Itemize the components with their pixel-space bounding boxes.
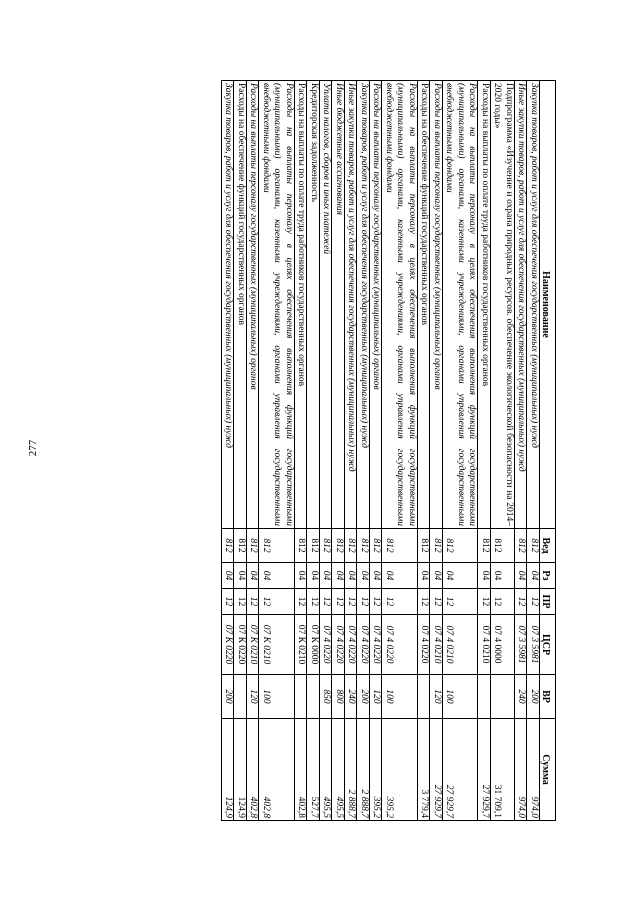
cell-csr: 07 4 0210 [443, 615, 479, 675]
table-row [259, 81, 295, 821]
cell-ved: 812 [259, 529, 295, 563]
cell-ved: 812 [307, 529, 320, 563]
cell-name: Закупка товаров, работ и услуг для обеспечения государственных (муниципальных) нужд [222, 81, 235, 529]
cell-sum: 3 779,4 [418, 719, 431, 821]
budget-table [221, 80, 556, 821]
cell-rz: 04 [382, 563, 418, 589]
cell-vr: 200 [527, 675, 540, 719]
cell-vr: 240 [345, 675, 358, 719]
cell-pr: 12 [443, 589, 479, 615]
table-row [515, 81, 528, 821]
table-row [370, 81, 383, 821]
cell-name: Закупка товаров, работ и услуг для обеспечения государственных (муниципальных) нужд [527, 81, 540, 529]
cell-vr [478, 675, 491, 719]
table-row [443, 81, 479, 821]
cell-csr: 07 К 0210 [259, 615, 295, 675]
cell-rz: 04 [418, 563, 431, 589]
cell-sum: 974,0 [527, 719, 540, 821]
cell-csr: 07 4 0220 [320, 615, 333, 675]
table-row [247, 81, 260, 821]
table-row [222, 81, 235, 821]
cell-sum: 124,9 [234, 719, 247, 821]
cell-ved: 812 [345, 529, 358, 563]
cell-pr: 12 [295, 589, 308, 615]
header-row [540, 81, 556, 821]
cell-name: Расходы на выплаты персоналу государственных (муниципальных) органов [247, 81, 260, 529]
cell-sum: 27 929,7 [478, 719, 491, 821]
table-row [478, 81, 491, 821]
budget-table-container [78, 80, 556, 820]
table-row [234, 81, 247, 821]
cell-vr: 200 [222, 675, 235, 719]
cell-name: Уплата налогов, сборов и иных платежей [320, 81, 333, 529]
cell-name: Расходы на выплаты персоналу государственных (муниципальных) органов [370, 81, 383, 529]
cell-ved: 812 [418, 529, 431, 563]
table-row [345, 81, 358, 821]
table-row [491, 81, 515, 821]
cell-vr: 240 [515, 675, 528, 719]
table-row [332, 81, 345, 821]
cell-vr: 100 [382, 675, 418, 719]
cell-csr: 07 4 0210 [430, 615, 443, 675]
cell-rz: 04 [430, 563, 443, 589]
cell-ved: 812 [527, 529, 540, 563]
cell-csr: 07 4 0210 [478, 615, 491, 675]
cell-name: Закупка товаров, работ и услуг для обеспечения государственных (муниципальных) нужд [357, 81, 370, 529]
cell-rz: 04 [222, 563, 235, 589]
cell-rz: 04 [295, 563, 308, 589]
table-row [295, 81, 308, 821]
header-pr: ПР [540, 589, 556, 615]
cell-sum: 402,8 [295, 719, 308, 821]
header-name: Наименование [540, 81, 556, 529]
cell-name: Расходы на выплаты персоналу в целях обеспечения выполнения функций государственными (муниципальными) органами, казенными учреждениями, органами управления государственными внебюджетными фондами [443, 81, 479, 529]
cell-sum: 27 929,7 [430, 719, 443, 821]
cell-rz: 04 [259, 563, 295, 589]
cell-csr: 07 4 0220 [382, 615, 418, 675]
cell-ved: 812 [515, 529, 528, 563]
cell-ved: 812 [295, 529, 308, 563]
page-number: 277 [27, 439, 39, 457]
cell-name: Расходы на выплаты по оплате труда работников государственных органов [478, 81, 491, 529]
cell-name: Кредиторская задолженность [307, 81, 320, 529]
header-csr: ЦСР [540, 615, 556, 675]
cell-vr: 120 [247, 675, 260, 719]
cell-rz: 04 [234, 563, 247, 589]
cell-name: Расходы на обеспечение функций государственных органов [234, 81, 247, 529]
cell-rz: 04 [357, 563, 370, 589]
cell-csr: 07 3 5981 [527, 615, 540, 675]
cell-csr: 07 К 0210 [247, 615, 260, 675]
cell-sum: 2 888,7 [345, 719, 358, 821]
table-row [527, 81, 540, 821]
cell-sum: 395,2 [382, 719, 418, 821]
cell-csr: 07 4 0220 [357, 615, 370, 675]
table-row [430, 81, 443, 821]
table-body [222, 81, 540, 821]
cell-csr: 07 4 0220 [370, 615, 383, 675]
cell-pr: 12 [247, 589, 260, 615]
cell-pr: 12 [259, 589, 295, 615]
cell-name: Расходы на выплаты по оплате труда работников государственных органов [295, 81, 308, 529]
cell-vr: 800 [332, 675, 345, 719]
cell-vr [418, 675, 431, 719]
cell-csr: 07 К 0220 [234, 615, 247, 675]
cell-pr: 12 [332, 589, 345, 615]
cell-pr: 12 [515, 589, 528, 615]
cell-sum: 395,2 [370, 719, 383, 821]
cell-sum: 27 929,7 [443, 719, 479, 821]
cell-ved: 812 [443, 529, 479, 563]
cell-ved: 812 [332, 529, 345, 563]
cell-csr: 07 К 0000 [307, 615, 320, 675]
cell-name: Подпрограмма «Изучение и охрана природных ресурсов. обеспечение экологической безопасности на 2014–2020 годы» [491, 81, 515, 529]
cell-rz: 04 [332, 563, 345, 589]
cell-pr: 12 [357, 589, 370, 615]
cell-csr: 07 4 0220 [418, 615, 431, 675]
cell-name: Иные бюджетные ассигнования [332, 81, 345, 529]
cell-csr: 07 4 0000 [491, 615, 515, 675]
cell-sum: 31 709,1 [491, 719, 515, 821]
cell-vr: 100 [259, 675, 295, 719]
cell-ved: 812 [430, 529, 443, 563]
cell-csr: 07 К 0220 [222, 615, 235, 675]
cell-pr: 12 [222, 589, 235, 615]
cell-pr: 12 [234, 589, 247, 615]
cell-pr: 12 [370, 589, 383, 615]
cell-ved: 812 [382, 529, 418, 563]
header-sum: Сумма [540, 719, 556, 821]
cell-vr [491, 675, 515, 719]
cell-rz: 04 [320, 563, 333, 589]
cell-rz: 04 [247, 563, 260, 589]
cell-pr: 12 [478, 589, 491, 615]
cell-ved: 812 [320, 529, 333, 563]
cell-vr: 120 [370, 675, 383, 719]
cell-sum: 2 888,7 [357, 719, 370, 821]
cell-name: Иные закупки товаров, работ и услуг для обеспечения государственных (муниципальных) нужд [345, 81, 358, 529]
cell-csr: 07 К 0210 [295, 615, 308, 675]
cell-csr: 07 4 0220 [345, 615, 358, 675]
cell-pr: 12 [491, 589, 515, 615]
cell-name: Расходы на выплаты персоналу в целях обеспечения выполнения функций государственными (муниципальными) органами, казенными учреждениями, органами управления государственными внебюджетными фондами [259, 81, 295, 529]
cell-name: Расходы на обеспечение функций государственных органов [418, 81, 431, 529]
cell-csr: 07 3 5981 [515, 615, 528, 675]
cell-sum: 124,9 [222, 719, 235, 821]
cell-name: Иные закупки товаров, работ и услуг для обеспечения государственных (муниципальных) нужд [515, 81, 528, 529]
cell-rz: 04 [527, 563, 540, 589]
cell-ved: 812 [478, 529, 491, 563]
cell-pr: 12 [307, 589, 320, 615]
cell-vr: 100 [443, 675, 479, 719]
table-row [307, 81, 320, 821]
cell-sum: 527,7 [307, 719, 320, 821]
cell-ved: 812 [370, 529, 383, 563]
cell-rz: 04 [478, 563, 491, 589]
table-row [382, 81, 418, 821]
cell-rz: 04 [491, 563, 515, 589]
cell-rz: 04 [345, 563, 358, 589]
cell-vr [234, 675, 247, 719]
table-row [357, 81, 370, 821]
cell-rz: 04 [515, 563, 528, 589]
header-rz: Рз [540, 563, 556, 589]
cell-rz: 04 [443, 563, 479, 589]
cell-rz: 04 [307, 563, 320, 589]
table-row [320, 81, 333, 821]
cell-ved: 812 [247, 529, 260, 563]
cell-pr: 12 [345, 589, 358, 615]
header-ved: Вед [540, 529, 556, 563]
cell-name: Расходы на выплаты персоналу в целях обеспечения выполнения функций государственными (муниципальными) органами, казенными учреждениями, органами управления государственными внебюджетными фондами [382, 81, 418, 529]
cell-sum: 402,8 [247, 719, 260, 821]
cell-vr: 120 [430, 675, 443, 719]
cell-pr: 12 [418, 589, 431, 615]
cell-pr: 12 [527, 589, 540, 615]
cell-pr: 12 [382, 589, 418, 615]
cell-pr: 12 [320, 589, 333, 615]
cell-sum: 974,0 [515, 719, 528, 821]
cell-ved: 812 [357, 529, 370, 563]
cell-rz: 04 [370, 563, 383, 589]
cell-sum: 402,8 [259, 719, 295, 821]
cell-ved: 812 [222, 529, 235, 563]
cell-vr [307, 675, 320, 719]
table-header [540, 81, 556, 821]
cell-ved: 812 [491, 529, 515, 563]
cell-vr: 200 [357, 675, 370, 719]
table-row [418, 81, 431, 821]
cell-sum: 495,5 [320, 719, 333, 821]
cell-name: Расходы на выплаты персоналу государственных (муниципальных) органов [430, 81, 443, 529]
cell-sum: 495,5 [332, 719, 345, 821]
cell-vr: 850 [320, 675, 333, 719]
cell-pr: 12 [430, 589, 443, 615]
cell-csr: 07 4 0220 [332, 615, 345, 675]
header-vr: ВР [540, 675, 556, 719]
cell-ved: 812 [234, 529, 247, 563]
cell-vr [295, 675, 308, 719]
